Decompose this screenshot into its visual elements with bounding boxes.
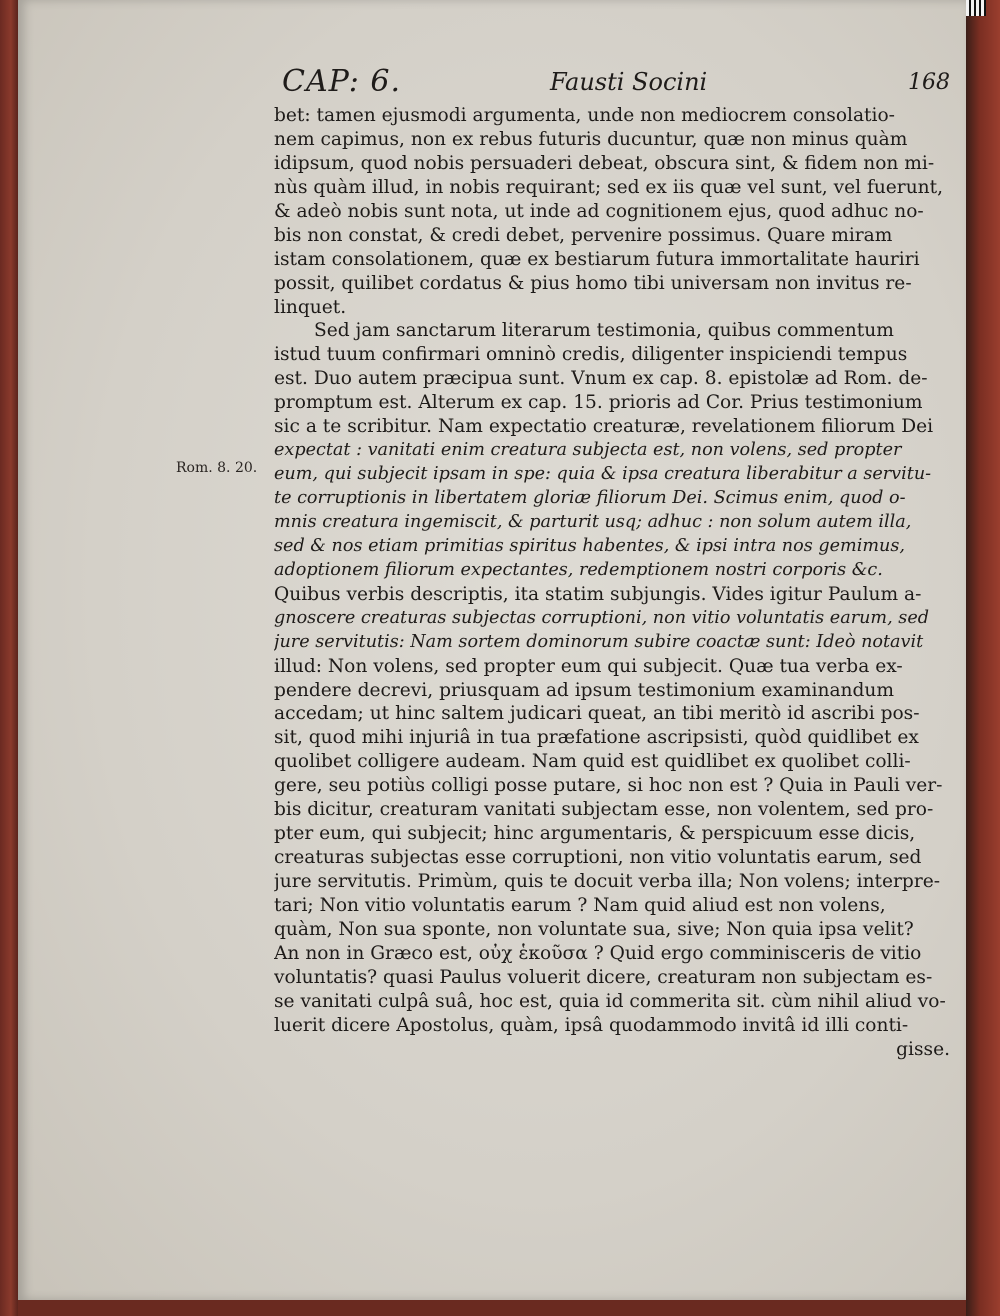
text-line: bis dicitur, creaturam vanitati subjectam esse, non volentem, sed pro- [274, 799, 934, 821]
text-line: idipsum, quod nobis persuaderi debeat, obscura sint, & fidem non mi- [274, 152, 935, 174]
text-line: luerit dicere Apostolus, quàm, ipsâ quodammodo invitâ id illi conti- [274, 1014, 909, 1036]
text-line: gisse. [896, 1038, 950, 1060]
text-line: bet: tamen ejusmodi argumenta, unde non mediocrem consolatio- [274, 105, 895, 126]
scale-ruler [966, 0, 986, 16]
text-line: illud: Non volens, sed propter eum qui subjecit. Quæ tua verba ex- [274, 655, 903, 677]
text-line: se vanitati culpâ suâ, hoc est, quia id commerita sit. cùm nihil aliud vo- [274, 990, 946, 1012]
text-line: est. Duo autem præcipua sunt. Vnum ex cap. 8. epistolæ ad Rom. de- [274, 368, 928, 390]
quote-line: te corruptionis in libertatem gloriæ filiorum Dei. Scimus enim, quod o- [274, 488, 906, 508]
text-line: accedam; ut hinc saltem judicari queat, an tibi meritò id ascribi pos- [274, 703, 920, 725]
quote-line: sed & nos etiam primitias spiritus habentes, & ipsi intra nos gemimus, [274, 535, 905, 556]
quote-line: eum, qui subjecit ipsam in spe: quia & ipsa creatura liberabitur a servitu- [274, 464, 932, 485]
quote-line: expectat : vanitati enim creatura subjecta est, non volens, sed propter [274, 440, 902, 461]
text-line: possit, quilibet cordatus & pius homo tibi universam non invitus re- [274, 272, 912, 294]
text-line: nùs quàm illud, in nobis requirant; sed ex iis quæ vel sunt, vel fuerunt, [274, 176, 944, 198]
bottom-binding [18, 1300, 966, 1316]
text-line: An non in Græco est, οὐχ ἑκοῦσα ? Quid ergo comminisceris de vitio [274, 942, 922, 964]
text-line: jure servitutis. Primùm, quis te docuit verba illa; Non volens; interpre- [274, 871, 940, 892]
text-line: bis non constat, & credi debet, pervenire possimus. Quare miram [274, 224, 893, 246]
text-line: Sed jam sanctarum literarum testimonia, quibus commentum [314, 320, 894, 342]
text-line: creaturas subjectas esse corruptioni, non vitio voluntatis earum, sed [274, 847, 922, 869]
text-body [274, 104, 950, 1062]
running-title: Fausti Socini [550, 68, 708, 96]
text-line: gere, seu potiùs colligi posse putare, si hoc non est ? Quia in Pauli ver- [274, 775, 943, 797]
margin-note: Rom. 8. 20. [176, 460, 258, 476]
text-line: pendere decrevi, priusquam ad ipsum testimonium examinandum [274, 679, 895, 701]
quote-line: gnoscere creaturas subjectas corruptioni, non vitio voluntatis earum, sed [274, 607, 930, 628]
quote-line: adoptionem filiorum expectantes, redemptionem nostri corporis &c. [274, 559, 883, 580]
quote-line: jure servitutis: Nam sortem dominorum subire coactæ sunt: Ideò notavit [274, 631, 924, 652]
text-line: sit, quod mihi injuriâ in tua præfatione ascripsisti, quòd quidlibet ex [274, 727, 919, 749]
text-line: quolibet colligere audeam. Nam quid est quidlibet ex quolibet colli- [274, 751, 911, 773]
text-line: nem capimus, non ex rebus futuris ducuntur, quæ non minus quàm [274, 128, 908, 150]
text-line: Quibus verbis descriptis, ita statim subjungis. Vides igitur Paulum a- [274, 583, 922, 605]
chapter-label: CAP: 6. [282, 64, 402, 99]
text-line: voluntatis? quasi Paulus voluerit dicere, creaturam non subjectam es- [274, 966, 933, 988]
right-binding [966, 0, 1000, 1316]
running-header [282, 64, 952, 100]
text-line: quàm, Non sua sponte, non voluntate sua, sive; Non quia ipsa velit? [274, 918, 914, 940]
quote-line: mnis creatura ingemiscit, & parturit usq; adhuc : non solum autem illa, [274, 511, 912, 532]
page-number: 168 [908, 70, 950, 95]
text-line: istud tuum confirmari omninò credis, diligenter inspiciendi tempus [274, 344, 908, 366]
text-line: tari; Non vitio voluntatis earum ? Nam quid aliud est non volens, [274, 894, 886, 916]
text-line: sic a te scribitur. Nam expectatio creaturæ, revelationem filiorum Dei [274, 416, 934, 438]
text-line: & adeò nobis sunt nota, ut inde ad cognitionem ejus, quod adhuc no- [274, 200, 924, 222]
text-line: promptum est. Alterum ex cap. 15. prioris ad Cor. Prius testimonium [274, 392, 923, 414]
text-line: linquet. [274, 296, 347, 318]
text-line: pter eum, qui subjecit; hinc argumentaris, & perspicuum esse dicis, [274, 823, 916, 845]
text-line: istam consolationem, quæ ex bestiarum futura immortalitate hauriri [274, 248, 920, 270]
left-binding [0, 0, 18, 1316]
